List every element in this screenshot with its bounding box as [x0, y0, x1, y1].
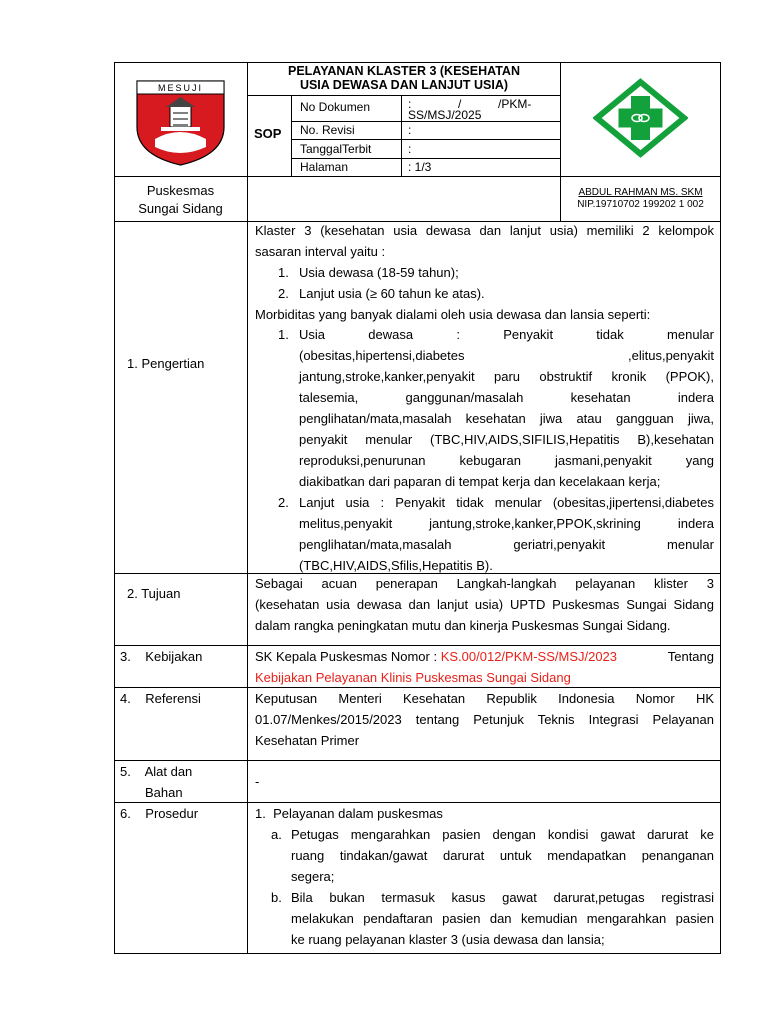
prosedur-marker-a: a.: [271, 827, 282, 842]
header-divider: [291, 95, 292, 177]
signer-nip: NIP.19710702 199202 1 002: [577, 199, 704, 210]
header-divider: [247, 95, 561, 96]
prosedur-item-1: 1. Pelayanan dalam puskesmas: [255, 806, 443, 821]
tujuan-line: Sebagai acuan penerapan Langkah-langkah pelayanan klister 3: [255, 576, 714, 591]
title-line-1: PELAYANAN KLASTER 3 (KESEHATAN: [288, 64, 520, 78]
morbid-2-line: melitus,penyakit jantung,stroke,kanker,PPOK,skrining indera: [299, 516, 714, 531]
signer-name: ABDUL RAHMAN MS. SKM: [578, 187, 703, 198]
section-label-kebijakan: 3. Kebijakan: [120, 649, 203, 664]
field-label-tanggal-terbit: TanggalTerbit: [300, 142, 372, 156]
prosedur-b-line: melakukan pendaftaran pasien dan kemudian mengarahkan pasien: [291, 911, 714, 926]
tujuan-line: (kesehatan usia dewasa dan lanjut usia) UPTD Puskesmas Sungai Sidang: [255, 597, 714, 612]
field-value-no-revisi: :: [408, 123, 412, 137]
header-divider: [291, 158, 561, 159]
table-border-bottom: [114, 953, 721, 954]
prosedur-marker-b: b.: [271, 890, 282, 905]
org-line-1: Puskesmas: [146, 183, 215, 198]
title-line-2: USIA DEWASA DAN LANJUT USIA): [299, 78, 509, 92]
group-number-2: 2.: [278, 286, 289, 301]
morbid-1-line: diakibatkan dari paparan di tempat kerja dan kecelakaan kerja;: [299, 474, 661, 489]
morbid-number-1: 1.: [278, 327, 289, 342]
section-label-alat: 5. Alat dan: [120, 764, 193, 779]
referensi-line: Kesehatan Primer: [255, 733, 360, 748]
puskesmas-logo: [593, 78, 688, 158]
tujuan-line: dalam rangka peningkatan mutu dan kinerja Puskesmas Sungai Sidang.: [255, 618, 671, 633]
header-divider: [401, 95, 402, 177]
prosedur-a-line: Petugas mengarahkan pasien dengan kondisi gawat darurat ke: [291, 827, 714, 842]
row-divider: [114, 760, 721, 761]
group-item-1: Usia dewasa (18-59 tahun);: [299, 265, 459, 280]
field-label-no-dokumen: No Dokumen: [300, 100, 371, 114]
morbiditas-intro: Morbiditas yang banyak dialami oleh usia dewasa dan lansia seperti:: [255, 307, 651, 322]
prosedur-a-line: segera;: [291, 869, 335, 884]
organization-name: [114, 182, 247, 218]
column-divider: [247, 62, 248, 954]
morbid-1-line: penyakit menular (TBC,HIV,AIDS,SIFILIS,Hepatitis B),kesehatan: [299, 432, 714, 447]
alat-value: -: [255, 774, 260, 789]
row-divider: [114, 176, 721, 177]
kebijakan-decree-number: KS.00/012/PKM-SS/MSJ/2023: [440, 649, 618, 664]
logo-text: MESUJI: [157, 83, 204, 93]
header-divider: [291, 139, 561, 140]
section-label-pengertian: 1. Pengertian: [127, 356, 205, 371]
org-line-2: Sungai Sidang: [138, 201, 223, 216]
morbid-1-line: (obesitas,hipertensi,diabetes ,elitus,penyakit: [299, 348, 714, 363]
referensi-line: Keputusan Menteri Kesehatan Republik Indonesia Nomor HK: [255, 691, 714, 706]
prosedur-b-line: Bila bukan termasuk kasus gawat darurat,petugas registrasi: [291, 890, 714, 905]
document-title: [248, 64, 560, 92]
signer-block: [561, 187, 720, 211]
table-border-top: [114, 62, 721, 63]
field-label-halaman: Halaman: [300, 160, 349, 174]
field-label-no-revisi: No. Revisi: [300, 123, 355, 137]
section-label-prosedur: 6. Prosedur: [120, 806, 199, 821]
morbid-1-line: Usia dewasa : Penyakit tidak menular: [299, 327, 714, 342]
section-label-bahan: Bahan: [145, 785, 183, 800]
section-label-referensi: 4. Referensi: [120, 691, 201, 706]
table-border-right: [720, 62, 721, 954]
field-value-no-dokumen: : / /PKM-: [408, 97, 532, 111]
morbid-1-line: reproduksi,penurunan kebugaran jasmani,penyakit yang: [299, 453, 714, 468]
morbid-2-line: (TBC,HIV,AIDS,Sfilis,Hepatitis B).: [299, 558, 493, 573]
group-number-1: 1.: [278, 265, 289, 280]
kebijakan-line-1: [255, 646, 714, 667]
pengertian-intro-1: Klaster 3 (kesehatan usia dewasa dan lanjut usia) memiliki 2 kelompok: [255, 223, 714, 238]
field-value-no-dokumen-2: SS/MSJ/2025: [408, 108, 482, 122]
referensi-line: 01.07/Menkes/2015/2023 tentang Petunjuk Teknis Integrasi Pelayanan: [255, 712, 714, 727]
field-value-halaman: : 1/3: [408, 160, 432, 174]
kebijakan-text: SK Kepala Puskesmas Nomor :: [255, 649, 441, 664]
field-value-tanggal-terbit: :: [408, 142, 412, 156]
morbid-2-line: penglihatan/mata,masalah geriatri,penyakit menular: [299, 537, 714, 552]
pengertian-intro-2: sasaran interval yaitu :: [255, 244, 386, 259]
morbid-2-line: Lanjut usia : Penyakit tidak menular (obesitas,jipertensi,diabetes: [299, 495, 714, 510]
sop-label: SOP: [254, 126, 282, 141]
kebijakan-decree-title: Kebijakan Pelayanan Klinis Puskesmas Sungai Sidang: [255, 670, 571, 685]
morbid-1-line: penglihatan/mata,masalah kesehatan jiwa atau gangguan jiwa,: [299, 411, 714, 426]
prosedur-b-line: ke ruang pelayanan klaster 3 (usia dewasa dan lansia;: [291, 932, 605, 947]
morbid-1-line: talesemia, ganggunan/masalah kesehatan indera: [299, 390, 714, 405]
mesuji-regency-logo: [133, 77, 228, 167]
group-item-2: Lanjut usia (≥ 60 tahun ke atas).: [299, 286, 485, 301]
morbid-number-2: 2.: [278, 495, 289, 510]
morbid-1-line: jantung,stroke,kanker,penyakit paru obstruktif kronik (PPOK),: [299, 369, 714, 384]
section-label-tujuan: 2. Tujuan: [127, 586, 181, 601]
prosedur-a-line: ruang tindakan/gawat darurat untuk mendapatkan penanganan: [291, 848, 714, 863]
kebijakan-text-end: Tentang: [664, 649, 714, 664]
